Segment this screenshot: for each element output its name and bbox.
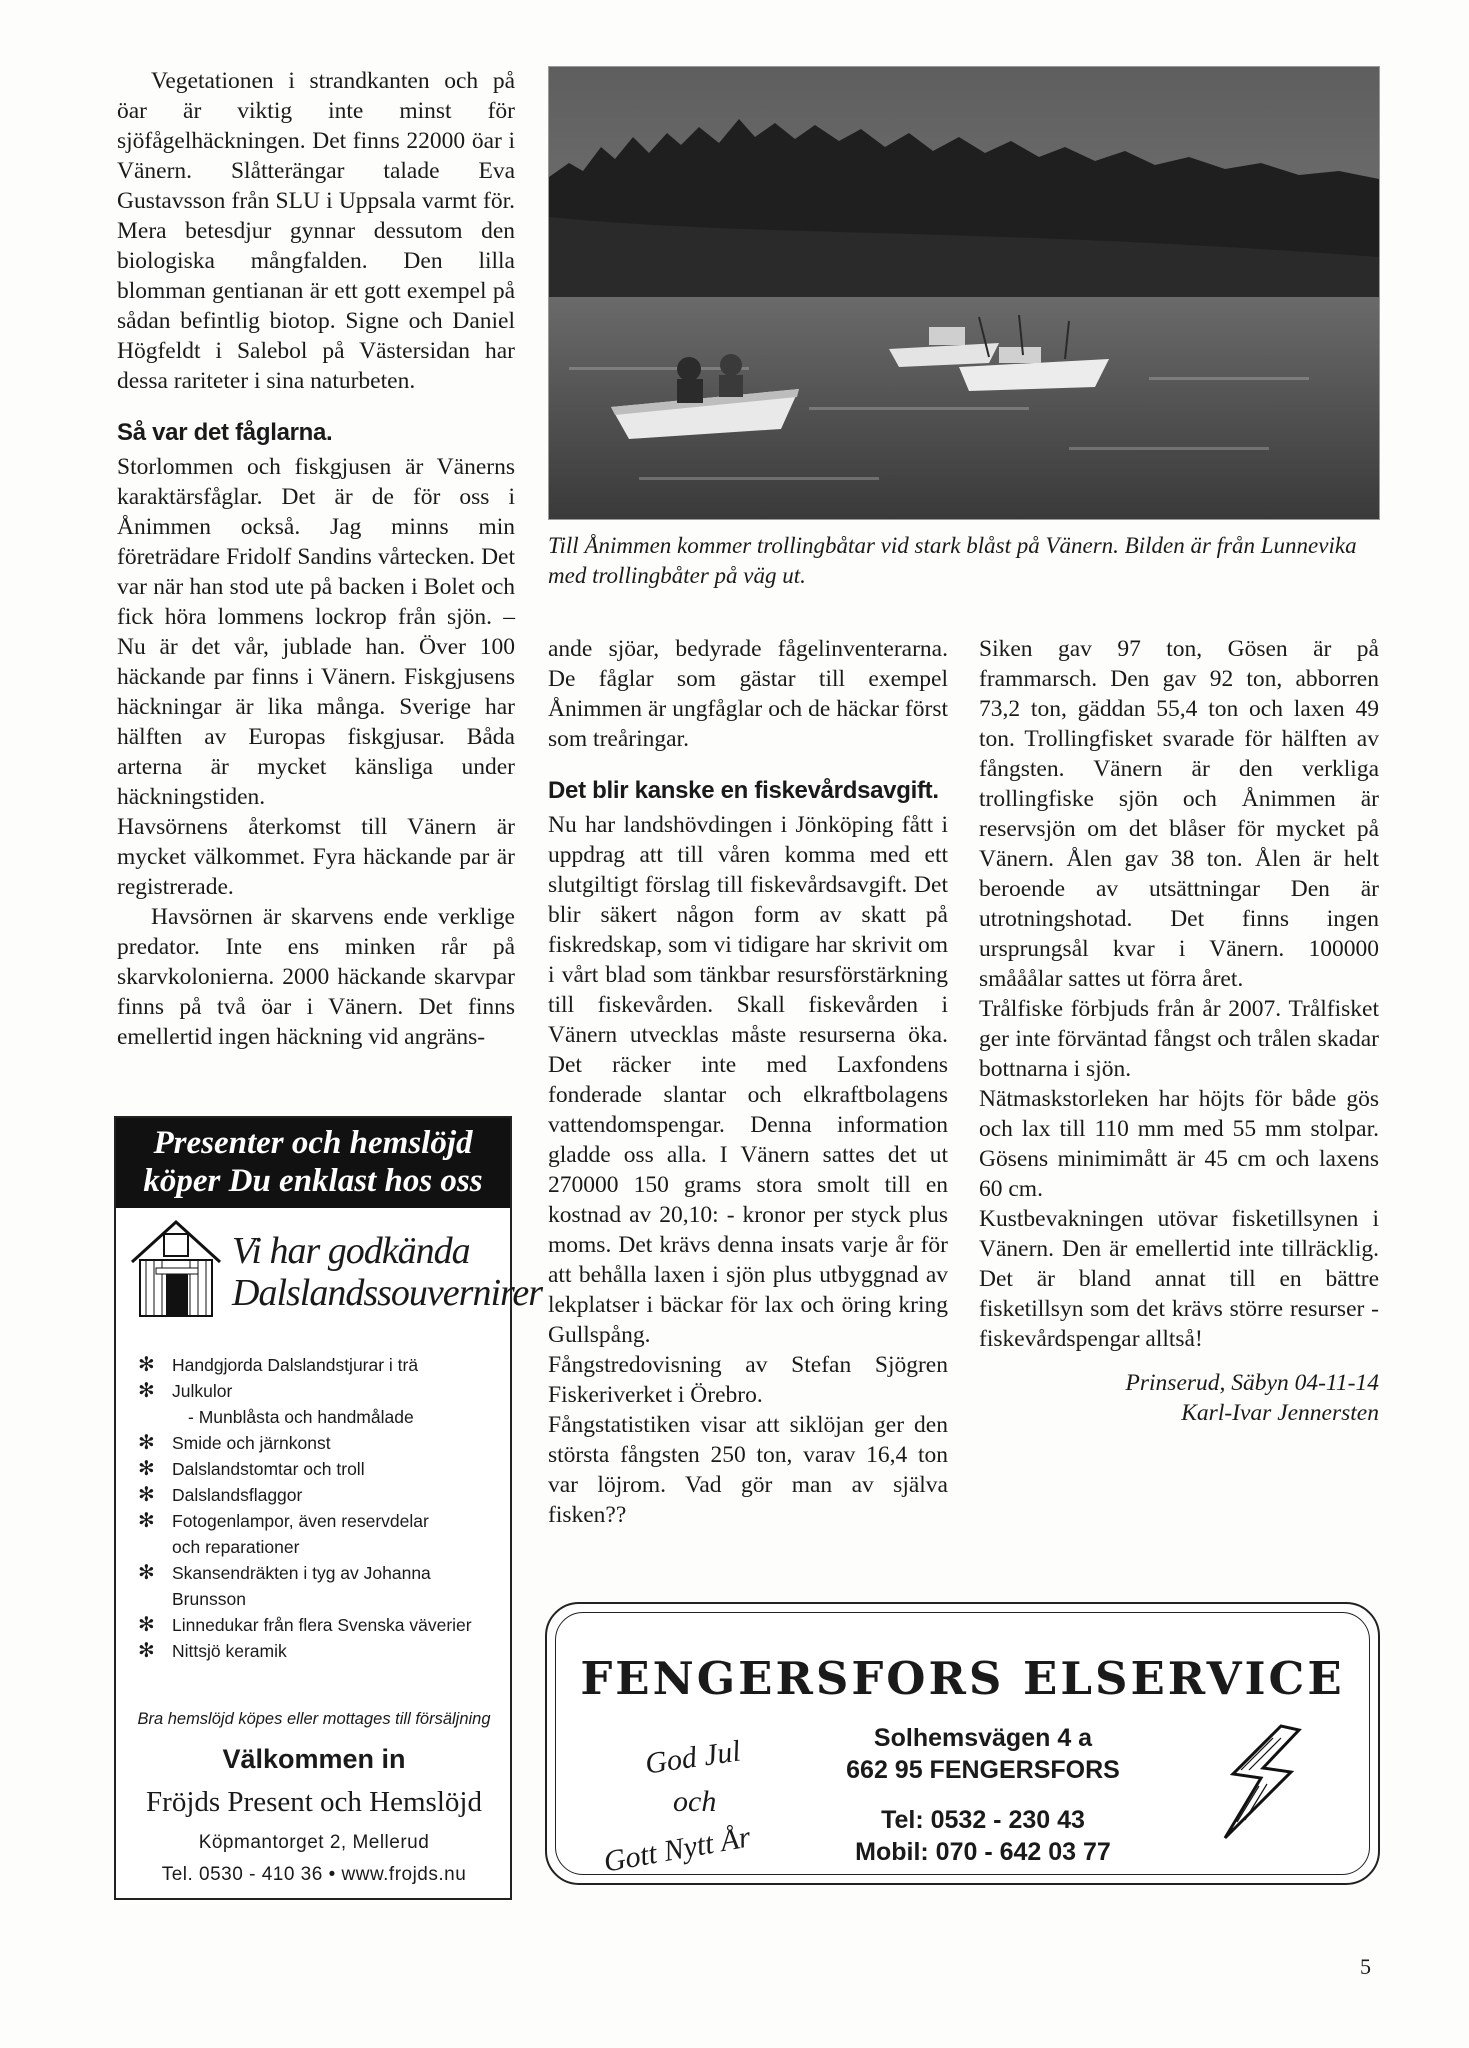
- slogan-line: Vi har godkända: [232, 1230, 470, 1272]
- paragraph: Storlommen och fiskgjusen är Vänerns karaktärsfåglar. Det är de för oss i Ånimmen också. Jag minns min företrädare Fridolf Sandins vårtecken. Det var när han stod ute på backen i Bolet och fick höra lommens lockrop från sjön. – Nu är det vår, jublade han. Över 100 häckande par finns i Vänern. Fiskgjusens häckningar är lika många. Sverige har hälften av Europas fiskgjusar. Båda arterna är mycket känsliga under häckningstiden.: [117, 454, 515, 810]
- asterisk-icon: ✻: [138, 1354, 155, 1376]
- paragraph: Fångstatistiken visar att siklöjan ger den största fångsten 250 ton, varav 16,4 ton var löjrom. Vad gör man av själva fisken??: [548, 1412, 948, 1528]
- paragraph: Nu har landshövdingen i Jönköping fått i uppdrag att till våren komma med ett slutgiltigt förslag till fiskevårdsavgift. Det blir säkert någon form av skatt på fiskredskap, som vi tidigare har skrivit om i vårt blad som tänkbar resursförstärkning till fiskevården. Skall fiskevården i Vänern utvecklas måste resurserna öka. Det räcker inte med Laxfondens fonderade slantar och elkraftbolagens vattendomspengar. Denna information gladde oss alla. I Vänern sattes det ut 270000 150 grams stora smolt till en kostnad av 20,10: - kronor per styck plus moms. Det krävs denna insats varje år för att behålla laxen i sjön plus utbyggnad av lekplatser i bäckar för lax och öring kring Gullspång.: [548, 812, 948, 1348]
- product-list: [138, 1352, 498, 1664]
- contact-mobile: Mobil: 070 - 642 03 77: [855, 1838, 1111, 1866]
- asterisk-icon: ✻: [138, 1640, 155, 1662]
- list-item: ✻ Julkulor: [138, 1380, 233, 1402]
- list-item: ✻ Handgjorda Dalslandstjurar i trä: [138, 1354, 419, 1376]
- signature-place-date: Prinserud, Säbyn 04-11-14: [1125, 1370, 1379, 1396]
- shop-name: Fröjds Present och Hemslöjd: [146, 1786, 482, 1818]
- paragraph: Fångstredovisning av Stefan Sjögren Fiskeriverket i Örebro.: [548, 1352, 948, 1408]
- section-heading: Så var det fåglarna.: [117, 419, 333, 446]
- fengersfors-advertisement: [545, 1602, 1380, 1885]
- column-left: [117, 66, 515, 1052]
- page-number: 5: [1360, 1954, 1371, 1979]
- asterisk-icon: ✻: [138, 1562, 155, 1584]
- season-greeting: [595, 1732, 795, 1879]
- company-name: FENGERSFORS ELSERVICE: [580, 1652, 1345, 1705]
- list-item: ✻ Nittsjö keramik: [138, 1640, 287, 1662]
- list-item: Brunsson: [172, 1589, 246, 1609]
- greeting-line: Gott Nytt År: [601, 1820, 753, 1879]
- house-logo-icon: [126, 1214, 226, 1320]
- paragraph: Vegetationen i strandkanten och på öar är viktig inte minst för sjöfågelhäckningen. Det finns 22000 öar i Vänern. Slåtterängar talade Eva Gustavsson från SLU i Uppsala varmt för. Mera betesdjur gynnar dessutom den biologiska mångfalden. Den lilla blomman gentianan är ett gott exempel på sådan befintlig biotop. Signe och Daniel Högfeldt i Salebol på Västersidan har dessa rariteter i sina naturbeten.: [117, 68, 515, 394]
- paragraph: Trålfiske förbjuds från år 2007. Trålfisket ger inte förväntad fångst och trålen skadar bottnarna i sjön.: [979, 996, 1379, 1082]
- list-item: ✻ Dalslandsflaggor: [138, 1484, 303, 1506]
- banner-line: Presenter och hemslöjd: [153, 1125, 473, 1161]
- lake-photo: [548, 66, 1380, 520]
- greeting-line: God Jul: [643, 1734, 743, 1781]
- paragraph: Siken gav 97 ton, Gösen är på frammarsch. Den gav 92 ton, abborren 73,2 ton, gäddan 55,4 ton och laxen 49 ton. Trollingfisket svarade för hälften av fångsten. Vänern är den verkliga trollingfiske sjön och Ånimmen är reservsjön om det blåser för mycket på Vänern. Ålen gav 38 ton. Ålen är helt beroende av utsättningar Den är utrotningshotad. Det finns ingen ursprungsål kvar i Vänern. 100000 smååålar sattes ut förra året.: [979, 636, 1379, 992]
- greeting-line: och: [673, 1785, 717, 1818]
- list-item: ✻ Dalslandstomtar och troll: [138, 1458, 365, 1480]
- paragraph: Kustbevakningen utövar fisketillsynen i Vänern. Den är emellertid inte tillräcklig. Det är bland annat till en bättre fisketillsyn som det krävs större resurser - fiskevårdspengar alltså!: [979, 1206, 1379, 1352]
- column-right: [979, 634, 1379, 1428]
- signature-name: Karl-Ivar Jennersten: [1181, 1400, 1379, 1426]
- contact-tel: Tel: 0532 - 230 43: [881, 1806, 1085, 1834]
- ad-note: Bra hemslöjd köpes eller mottages till försäljning: [137, 1710, 491, 1728]
- paragraph: Havsörnens återkomst till Vänern är mycket välkommet. Fyra häckande par är registrerade.: [117, 814, 515, 900]
- list-item: ✻ Fotogenlampor, även reservdelar: [138, 1510, 429, 1532]
- list-item: - Munblåsta och handmålade: [188, 1407, 414, 1427]
- asterisk-icon: ✻: [138, 1432, 155, 1454]
- section-heading: Det blir kanske en fiskevårdsavgift.: [548, 777, 939, 804]
- asterisk-icon: ✻: [138, 1380, 155, 1402]
- asterisk-icon: ✻: [138, 1458, 155, 1480]
- paragraph: ande sjöar, bedyrade fågelinventerarna. De fåglar som gästar till exempel Ånimmen är ungfåglar och de häckar först som treåringar.: [548, 636, 948, 752]
- boats-on-lake-image: [549, 67, 1379, 519]
- asterisk-icon: ✻: [138, 1484, 155, 1506]
- list-item: ✻ Skansendräkten i tyg av Johanna: [138, 1562, 431, 1584]
- column-middle: [548, 634, 948, 1530]
- paragraph: Nätmaskstorleken har höjts för både gös och lax till 110 mm med 55 mm stolpar. Gösens minimimått är 45 cm och laxens 60 cm.: [979, 1086, 1379, 1202]
- banner-line: köper Du enklast hos oss: [143, 1163, 483, 1199]
- author-signature: [979, 1368, 1379, 1428]
- list-item: ✻ Smide och järnkonst: [138, 1432, 331, 1454]
- lightning-bolt-icon: [1211, 1722, 1311, 1842]
- ad-welcome: Välkommen in: [222, 1744, 406, 1774]
- slogan-line: Dalslandssouvernirer: [232, 1272, 543, 1314]
- photo-caption: Till Ånimmen kommer trollingbåtar vid stark blåst på Vänern. Bilden är från Lunnevika med trollingbåter på väg ut.: [548, 533, 1357, 588]
- list-item: och reparationer: [172, 1537, 300, 1557]
- contact-street: Solhemsvägen 4 a: [873, 1724, 1093, 1752]
- contact-city: 662 95 FENGERSFORS: [846, 1756, 1120, 1784]
- shop-phone: Tel. 0530 - 410 36 • www.frojds.nu: [161, 1864, 467, 1885]
- shop-address: Köpmantorget 2, Mellerud: [198, 1832, 430, 1853]
- frojds-advertisement: [114, 1116, 543, 1900]
- asterisk-icon: ✻: [138, 1510, 155, 1532]
- ad-banner: [116, 1118, 510, 1208]
- souvenir-slogan: [232, 1230, 543, 1314]
- list-item: ✻ Linnedukar från flera Svenska väverier: [138, 1614, 472, 1636]
- asterisk-icon: ✻: [138, 1614, 155, 1636]
- paragraph: Havsörnen är skarvens ende verklige predator. Inte ens minken rår på skarvkolonierna. 2000 häckande skarvpar finns på två öar i Vänern. Det finns emellertid ingen häckning vid angräns-: [117, 904, 515, 1050]
